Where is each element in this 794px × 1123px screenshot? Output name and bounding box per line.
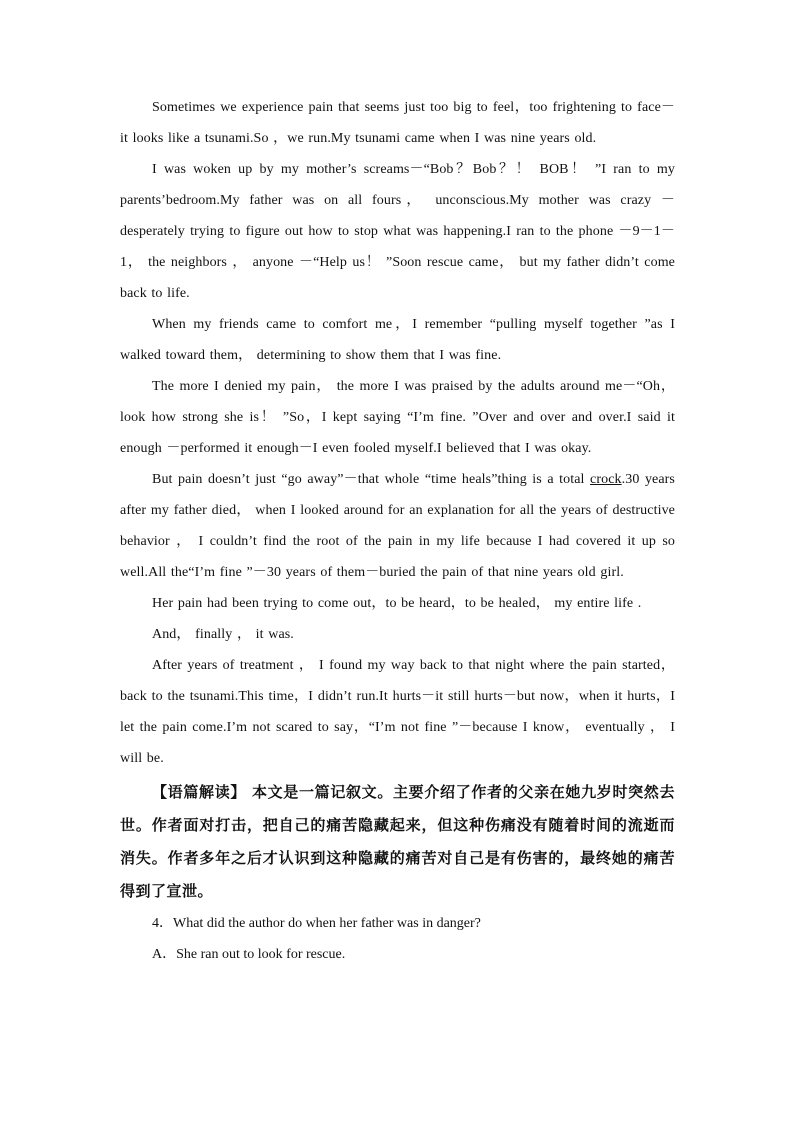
passage-paragraph-1: Sometimes we experience pain that seems just too big to feel，too frightening to face－it looks like a tsunami.So ，we run.My tsunami came when I was nine years old. — [120, 100, 675, 146]
reading-analysis — [120, 776, 675, 908]
paragraph-5-rest: .30 years after my father died， when I looked around for an explanation for all the years of destructive behavior ， I couldn’t find the root of the pain in my life because I had covered it up so well.All the“I’m fine ”－30 years of them－buried the pain of that nine years old girl. — [120, 472, 675, 580]
underlined-word-crock: crock — [590, 472, 622, 487]
passage-paragraph-6: Her pain had been trying to come out，to be heard，to be healed， my entire life . — [152, 596, 642, 611]
paragraph-5-start: But pain doesn’t just “go away”－that whole “time heals”thing is a total — [152, 472, 591, 487]
question-4-option-a: A．She ran out to look for rescue. — [152, 947, 346, 962]
question-4: 4．What did the author do when her father was in danger? — [152, 916, 481, 931]
passage-paragraph-4: The more I denied my pain， the more I was praised by the adults around me－“Oh，look how strong she is！ ”So，I kept saying “I’m fine. ”Over and over and over.I said it enough －performed it enough－I even fooled myself.I believed that I was okay. — [120, 379, 675, 456]
reading-analysis-text: 本文是一篇记叙文。主要介绍了作者的父亲在她九岁时突然去世。作者面对打击，把自己的痛苦隐藏起来，但这种伤痛没有随着时间的流逝而消失。作者多年之后才认识到这种隐藏的痛苦对自己是有伤害的，最终她的痛苦得到了宣泄。 — [120, 783, 675, 900]
passage-paragraph-8: After years of treatment ， I found my way back to that night where the pain started，back to the tsunami.This time，I didn’t run.It hurts－it still hurts－but now，when it hurts，I let the pain come.I’m not scared to say，“I’m not fine ”－because I know， eventually ， I will be. — [120, 658, 675, 766]
passage-paragraph-2: I was woken up by my mother’s screams－“Bob？Bob？！ BOB！ ”I ran to my parents’bedroom.My father was on all fours， unconscious.My mother was crazy －desperately trying to figure out how to stop what was happening.I ran to the phone －9－1－1， the neighbors ， anyone －“Help us！ ”Soon rescue came， but my father didn’t come back to life. — [120, 162, 675, 301]
passage-paragraph-7: And， finally ， it was. — [152, 627, 294, 642]
passage-paragraph-3: When my friends came to comfort me，I remember “pulling myself together ”as I walked toward them， determining to show them that I was fine. — [120, 317, 675, 363]
passage-paragraph-5 — [120, 464, 675, 588]
reading-analysis-label: 【语篇解读】 — [152, 783, 247, 801]
document-page — [120, 92, 675, 970]
